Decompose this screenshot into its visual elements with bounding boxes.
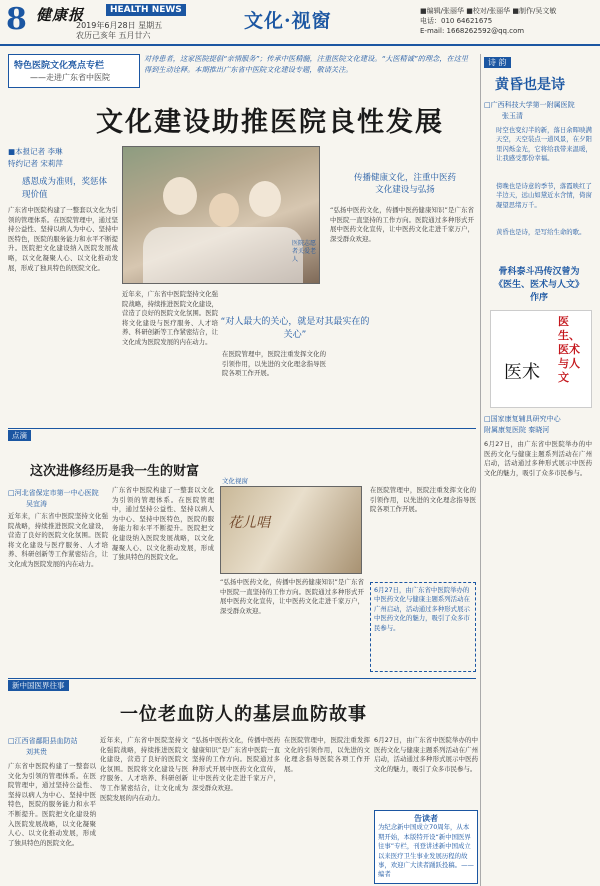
issue-date-line2: 农历己亥年 五月廿六 bbox=[76, 31, 151, 40]
section2-tag: 点滴 bbox=[8, 430, 31, 441]
section2-photo-caption: 文化视窗 bbox=[222, 477, 248, 485]
section2-headline: 这次进修经历是我一生的财富 bbox=[30, 464, 200, 479]
photo-clothing bbox=[143, 227, 303, 283]
right-article-byline-1: □国家康复辅具研究中心 bbox=[484, 415, 561, 423]
main-byline bbox=[8, 146, 63, 170]
book-title-line2: 《医生、医术与人文》 bbox=[493, 280, 584, 290]
main-subhead: 传播健康文化，注重中医药文化建设与弘扬 bbox=[353, 173, 456, 195]
section3-body-col5: 6月27日，由广东省中医院举办的中医药文化与健康主题系列活动在广州启动，活动通过多种形式展示中医药文化的魅力，吸引了众多市民参与。 bbox=[374, 736, 478, 773]
section3-byline bbox=[8, 736, 78, 758]
poem-author bbox=[484, 100, 575, 122]
photo-figure bbox=[163, 177, 197, 215]
intro-text: 对待患者，这家医院提倡“亲情服务”；传承中医精髓，注重医院文化建设。“大医精诚”的理念，在这里得到生动诠释。本期推出广东省中医院文化建设专题，敬请关注。 bbox=[144, 54, 468, 74]
issue-date bbox=[76, 21, 162, 41]
book-title-line1: 骨科泰斗冯传汉曾为 bbox=[498, 267, 580, 277]
section2-body-col2: 广东省中医院构建了一整套以文化为引领的管理体系。在医院管理中，通过坚持公益性、坚持以病人为中心、坚持中医特色，医院的服务能力和水平不断提升。医院把文化建设纳入医院发展战略，以文化凝聚人心、以文化推动发展，形成了独具特色的医院文化。 bbox=[112, 486, 214, 562]
section3-headline: 一位老血防人的基层血防故事 bbox=[120, 704, 367, 725]
column-box-subtitle: ——走进广东省中医院 bbox=[30, 73, 110, 82]
photo-figure bbox=[209, 193, 239, 227]
pull-quote: “对人最大的关心，就是对其最实在的关心” bbox=[220, 317, 370, 340]
poem-stanza-3: 黄昏也是诗，是写给生命的歌。 bbox=[496, 228, 586, 236]
reader-note-box bbox=[374, 810, 478, 884]
section3-body-col4: 在医院管理中，医院注重发挥文化的引领作用，以先进的文化理念指导医院各项工作开展。 bbox=[284, 736, 370, 773]
section-divider bbox=[8, 428, 476, 429]
main-body-col1: 广东省中医院构建了一整套以文化为引领的管理体系。在医院管理中，通过坚持公益性、坚持以病人为中心、坚持中医特色，医院的服务能力和水平不断提升。医院把文化建设纳入医院发展战略，以文化凝聚人心、以文化推动发展，形成了独具特色的医院文化。 bbox=[8, 206, 118, 272]
section2-body-col4: 在医院管理中，医院注重发挥文化的引领作用，以先进的文化理念指导医院各项工作开展。 bbox=[370, 486, 476, 514]
main-body-col4: 在医院管理中，医院注重发挥文化的引领作用，以先进的文化理念指导医院各项工作开展。 bbox=[222, 350, 326, 378]
section2-body-col3: “弘扬中医药文化，传播中医药健康知识”是广东省中医院一直坚持的工作方向。医院通过多种形式开展中医药文化宣传，让中医药文化走进千家万户，深受群众欢迎。 bbox=[220, 578, 364, 615]
poem-title: 黄昏也是诗 bbox=[495, 77, 565, 93]
right-article-byline bbox=[484, 414, 561, 436]
photo-figure bbox=[249, 181, 281, 217]
right-article-byline-2: 附属康复医院 秦晓河 bbox=[484, 426, 550, 434]
newspaper-logo-en: HEALTH NEWS bbox=[106, 4, 186, 16]
poem-author-line1: □广西科技大学第一附属医院 bbox=[484, 101, 575, 109]
email-line: E-mail: 1668262592@qq.com bbox=[420, 27, 525, 35]
poem-stanza-2: 傍晚也是诗意的季节，落霞映红了半边天，远山如黛近水含情，倚窗凝望思绪万千。 bbox=[496, 182, 592, 209]
section3-byline-2: 刘其贵 bbox=[26, 748, 47, 756]
section2-byline bbox=[8, 488, 99, 510]
section3-tag: 新中国医界往事 bbox=[8, 680, 69, 691]
newspaper-logo: 健康报 bbox=[36, 6, 85, 24]
column-box-title: 特色医院文化亮点专栏 bbox=[14, 61, 105, 71]
section2-boxed-note: 6月27日，由广东省中医院举办的中医药文化与健康主题系列活动在广州启动，活动通过多种形式展示中医药文化的魅力，吸引了众多市民参与。 bbox=[370, 582, 476, 672]
book-title-line3: 作序 bbox=[529, 293, 548, 303]
poem-tag: 诗 韵 bbox=[484, 57, 511, 68]
main-headline: 文化建设助推医院良性发展 bbox=[96, 107, 444, 138]
main-body-col3: “弘扬中医药文化，传播中医药健康知识”是广东省中医院一直坚持的工作方向。医院通过多种形式开展中医药文化宣传，让中医药文化走进千家万户，深受群众欢迎。 bbox=[330, 206, 474, 243]
main-photo bbox=[122, 146, 320, 284]
section-title: 文化·视窗 bbox=[244, 10, 332, 32]
reporter-name: 李琳 bbox=[47, 147, 63, 156]
section3-body-col1: 广东省中医院构建了一整套以文化为引领的管理体系。在医院管理中，通过坚持公益性、坚持以病人为中心、坚持中医特色，医院的服务能力和水平不断提升。医院把文化建设纳入医院发展战略，以文化凝聚人心、以文化推动发展，形成了独具特色的医院文化。 bbox=[8, 762, 96, 847]
section2-photo-text: 花儿唱 bbox=[228, 515, 270, 531]
photo-caption: 医院志愿者关爱老人 bbox=[292, 240, 317, 263]
section-divider bbox=[8, 678, 476, 679]
poem-stanza-1: 时空也变幻半的新，落日余晖映满天空，天空装点一道风景，在夕阳里闪烁金光，它将给我带来温暖，让我感受那份幸福。 bbox=[496, 126, 592, 163]
main-deck: 感恩成为准则，奖惩体现价值 bbox=[22, 177, 108, 200]
issue-date-line1: 2019年6月28日 星期五 bbox=[76, 21, 163, 30]
section3-byline-1: □江西省鄱阳县血防站 bbox=[8, 737, 78, 745]
book-cover-title: 医生、医术与人文 bbox=[558, 315, 580, 384]
section2-byline-1: □河北省保定市第一中心医院 bbox=[8, 489, 99, 497]
section2-byline-2: 吴宜涛 bbox=[26, 500, 47, 508]
page-number: 8 bbox=[6, 2, 27, 37]
phone-line: 电话：010 64621675 bbox=[420, 17, 493, 25]
section3-body-col3: “弘扬中医药文化，传播中医药健康知识”是广东省中医院一直坚持的工作方向。医院通过多种形式开展中医药文化宣传，让中医药文化走进千家万户，深受群众欢迎。 bbox=[192, 736, 280, 792]
reporter-name: 宋莉萍 bbox=[40, 159, 63, 168]
book-cover-art: 医术 bbox=[504, 362, 540, 383]
poem-author-line2: 张玉清 bbox=[502, 112, 523, 120]
section3-body-col2: 近年来，广东省中医院坚持文化强院战略，持续推进医院文化建设，营造了良好的医院文化氛围。医院将文化建设与医疗服务、人才培养、科研创新等工作紧密结合，让文化成为医院发展的内在动力。 bbox=[100, 736, 188, 802]
editors-line: ■编辑/张丽华 ■校对/张丽华 ■制作/吴文敏 bbox=[420, 7, 557, 15]
right-article-body: 6月27日，由广东省中医院举办的中医药文化与健康主题系列活动在广州启动，活动通过多种形式展示中医药文化的魅力，吸引了众多市民参与。 bbox=[484, 440, 592, 477]
byline-label: 特约记者 bbox=[8, 159, 38, 168]
byline-label: ■本报记者 bbox=[8, 147, 46, 156]
reader-note-text: 为纪念新中国成立70周年，从本期开始，本版特开设“新中国医界往事”专栏，刊登讲述新中国成立以来医疗卫生事业发展历程的故事，欢迎广大读者踊跃投稿。——编者 bbox=[378, 823, 474, 879]
book-title bbox=[484, 266, 594, 305]
reader-note-title: 告读者 bbox=[414, 814, 438, 823]
editor-info bbox=[420, 6, 596, 36]
main-body-col2: 近年来，广东省中医院坚持文化强院战略，持续推进医院文化建设，营造了良好的医院文化氛围。医院将文化建设与医疗服务、人才培养、科研创新等工作紧密结合，让文化成为医院发展的内在动力。 bbox=[122, 290, 218, 346]
section2-body-col1: 近年来，广东省中医院坚持文化强院战略，持续推进医院文化建设，营造了良好的医院文化氛围。医院将文化建设与医疗服务、人才培养、科研创新等工作紧密结合，让文化成为医院发展的内在动力。 bbox=[8, 512, 108, 568]
